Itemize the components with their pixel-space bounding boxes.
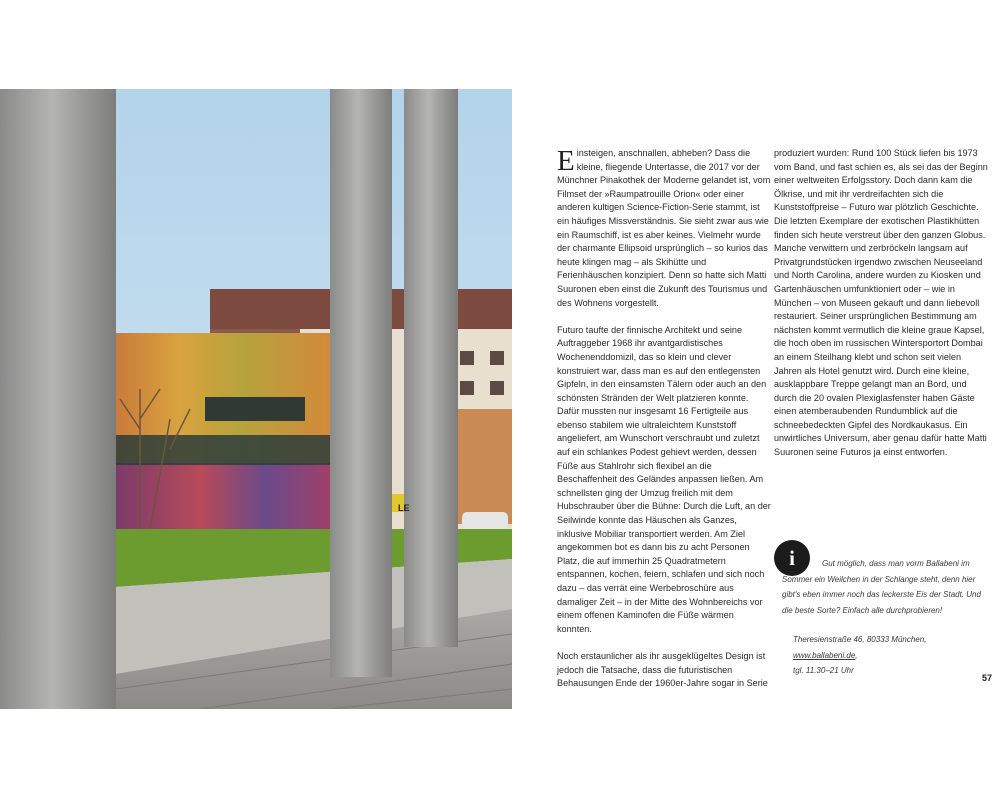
article-column-right <box>774 147 988 473</box>
dropcap: E <box>557 145 575 177</box>
paragraph-2: Futuro taufte der finnische Architekt und seine Auftraggeber 1968 ihr avantgardistisches Wochenenddomizil, das so klein und clever konstruiert war, dass man es auf den entlegensten Gipfeln, in den einsamsten Tälern oder auch an den schönsten Stränden der Welt platzieren konnte. Dafür mussten nur insgesamt 16 Fertigteile aus ebenso stabilem wie ultraleichtem Kunststoff angeliefert, am Wunschort verschraubt und zuletzt auf ein schlankes Podest gehievt werden, dessen Füße aus Stahlrohr sich flexibel an die Beschaffenheit des Geländes anpassen ließen. Am schnellsten ging der Umzug freilich mit dem Hubschrauber über die Bühne: Durch die Luft, an der Seilwinde konnte das Häuschen als Ganzes, inklusive Mobiliar transportiert werden. Am Ziel angekommen bot es dann bis zu acht Personen Platz, die auf immerhin 25 Quadratmetern entspannen, kochen, feiern, schlafen und sich noch dazu – das verrät eine Werbebroschüre aus damaliger Zeit – in der Mitte des Wohnbereichs vor einem offenen Kaminofen die Füße wärmen konnten. <box>557 324 771 634</box>
website-link[interactable]: www.ballabeni.de <box>793 650 856 660</box>
info-address <box>793 632 983 679</box>
paragraph-1 <box>557 147 771 310</box>
address-end: , <box>855 650 858 660</box>
info-tip-text: Gut möglich, dass man vorm Ballabeni im Sommer ein Weilchen in der Schlange steht, denn hier gibt's eben immer noch das leckerste Eis der Stadt. Und die beste Sorte? Einfach alle durchprobieren! <box>782 559 981 615</box>
address-text: Theresienstraße 46, 80333 München, <box>793 635 927 644</box>
opening-hours: tgl. 11.30–21 Uhr <box>793 666 854 675</box>
museum-scene-illustration <box>0 89 512 709</box>
page-number: 57 <box>982 673 993 683</box>
paragraph-3: Noch erstaunlicher als ihr ausgeklügeltes Design ist jedoch die Tatsache, dass die futuristischen Behausungen Ende der 1960er-Jahre sogar in Serie <box>557 650 768 689</box>
paragraph-1-text: insteigen, anschnallen, abheben? Dass die kleine, fliegende Untertasse, die 2017 vor der Münchner Pinakothek der Moderne gelandet ist, vom Filmset der »Raumpatrouille Orion« oder einer anderen kultigen Science-Fiction-Serie stammt, ist ein häufiges Missverständnis. Sie sieht zwar aus wie ein Raumschiff, ist es aber keines. Vielmehr wurde der charmante Ellipsoid ursprünglich – so kurios das heute klingen mag – als Skihütte und Ferienhäuschen konzipiert. Denn so hatte sich Matti Suuronen eben einst die Zukunft des Tourismus und des Wohnens vorgestellt. <box>557 148 771 308</box>
sign-text: LE <box>398 503 410 513</box>
info-icon: i <box>774 540 810 576</box>
article-photo <box>0 89 512 709</box>
paragraph-4: produziert wurden: Rund 100 Stück liefen bis 1973 vom Band, und fast schien es, als sei das der Beginn einer weltweiten Erfolgsstory. Doch dann kam die Ölkrise, und mit ihr verdreifachten sich die Kunststoffpreise – Futuro war plötzlich Geschichte. Die letzten Exemplare der exotischen Plastikhütten finden sich heute verstreut über den ganzen Globus. Manche verwittern und zerbröckeln langsam auf Privatgrundstücken irgendwo zwischen Neuseeland und North Carolina, andere wurden zu Kiosken und Gartenhäuschen umfunktioniert oder – wie in München – von Museen gekauft und dann liebevoll restauriert. Seiner ursprünglichen Bestimmung am nächsten kommt vermutlich die kleine graue Kapsel, die hoch oben im russischen Wintersportort Dombai an einem Steilhang klebt und schon seit vielen Jahren als Hotel genutzt wird. Durch eine kleine, ausklappbare Treppe gelangt man an Bord, und durch die 20 ovalen Plexiglasfenster haben Gäste einen atemberaubenden Rundumblick auf die schneebedeckten Gipfel des Nordkaukasus. Ein unwirtliches Universum, aber genau dafür hatte Matti Suuronen seine Futuros ja einst entworfen. <box>774 148 988 458</box>
article-column-left <box>557 147 771 704</box>
